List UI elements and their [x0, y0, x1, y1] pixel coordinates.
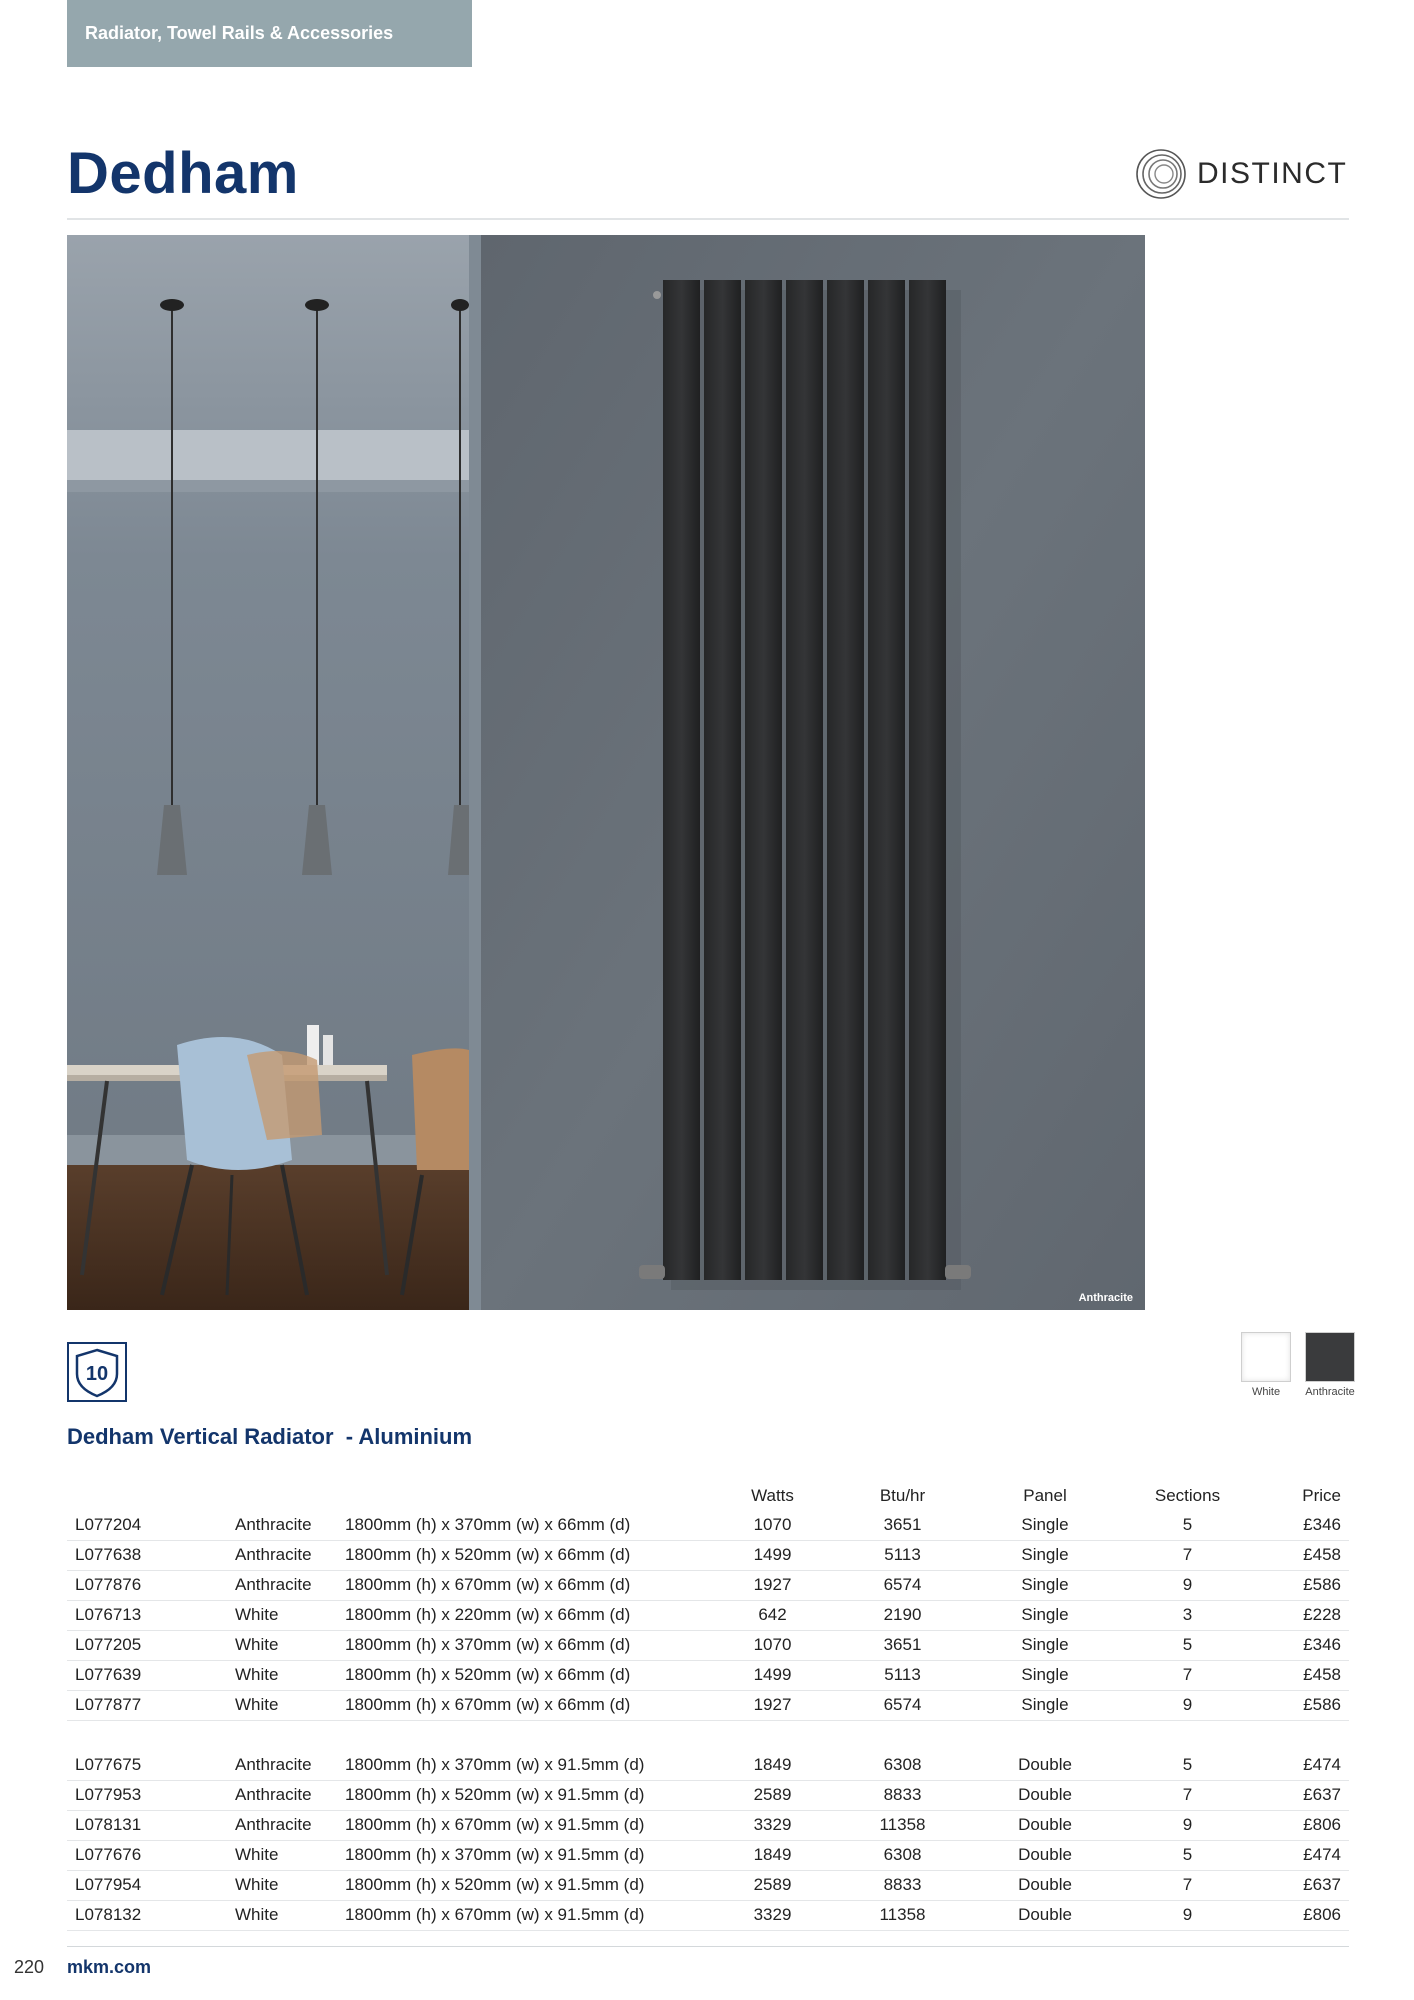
radiator-room-illustration	[67, 235, 1145, 1310]
table-row	[67, 1540, 1349, 1570]
cell-sections: 5	[1110, 1750, 1265, 1780]
cell-sections: 9	[1110, 1900, 1265, 1930]
page-title: Dedham	[67, 141, 299, 206]
cell-finish: Anthracite	[235, 1570, 345, 1600]
cell-finish: White	[235, 1840, 345, 1870]
section-tab	[67, 0, 472, 67]
cell-sections: 9	[1110, 1810, 1265, 1840]
product-photo	[67, 235, 1145, 1310]
cell-watts: 2589	[720, 1870, 825, 1900]
finish-swatches	[1230, 1332, 1358, 1398]
cell-product-code: L077675	[67, 1750, 235, 1780]
cell-sections: 5	[1110, 1630, 1265, 1660]
table-row	[67, 1870, 1349, 1900]
cell-dimensions: 1800mm (h) x 670mm (w) x 66mm (d)	[345, 1570, 720, 1600]
cell-sections: 5	[1110, 1840, 1265, 1870]
cell-product-code: L076713	[67, 1600, 235, 1630]
cell-sections: 9	[1110, 1690, 1265, 1720]
table-row	[67, 1810, 1349, 1840]
concentric-rings-logo-icon	[1135, 148, 1187, 200]
title-divider	[67, 218, 1349, 220]
col-sections: Sections	[1154, 1486, 1221, 1505]
brand-logo	[1135, 148, 1347, 200]
cell-btu: 5113	[825, 1660, 980, 1690]
cell-price: £346	[1265, 1510, 1349, 1540]
cell-finish: Anthracite	[235, 1510, 345, 1540]
cell-price: £637	[1265, 1870, 1349, 1900]
cell-sections: 7	[1110, 1660, 1265, 1690]
cell-finish: White	[235, 1900, 345, 1930]
cell-dimensions: 1800mm (h) x 520mm (w) x 91.5mm (d)	[345, 1870, 720, 1900]
cell-btu: 11358	[825, 1900, 980, 1930]
table-row	[67, 1660, 1349, 1690]
cell-watts: 1927	[720, 1690, 825, 1720]
cell-price: £346	[1265, 1630, 1349, 1660]
cell-dimensions: 1800mm (h) x 370mm (w) x 91.5mm (d)	[345, 1750, 720, 1780]
cell-finish: Anthracite	[235, 1810, 345, 1840]
cell-panel: Single	[980, 1690, 1110, 1720]
cell-finish: White	[235, 1660, 345, 1690]
cell-finish: Anthracite	[235, 1780, 345, 1810]
cell-sections: 7	[1110, 1870, 1265, 1900]
cell-dimensions: 1800mm (h) x 370mm (w) x 91.5mm (d)	[345, 1840, 720, 1870]
cell-panel: Single	[980, 1540, 1110, 1570]
col-watts: Watts	[751, 1486, 794, 1505]
shield-icon	[67, 1342, 127, 1402]
cell-sections: 7	[1110, 1780, 1265, 1810]
cell-dimensions: 1800mm (h) x 520mm (w) x 66mm (d)	[345, 1540, 720, 1570]
cell-product-code: L077676	[67, 1840, 235, 1870]
cell-price: £458	[1265, 1540, 1349, 1570]
cell-finish: White	[235, 1600, 345, 1630]
cell-price: £474	[1265, 1840, 1349, 1870]
cell-product-code: L077638	[67, 1540, 235, 1570]
site-url[interactable]: mkm.com	[67, 1957, 152, 1977]
cell-btu: 2190	[825, 1600, 980, 1630]
table-row	[67, 1780, 1349, 1810]
cell-dimensions: 1800mm (h) x 220mm (w) x 66mm (d)	[345, 1600, 720, 1630]
cell-finish: White	[235, 1690, 345, 1720]
cell-btu: 3651	[825, 1510, 980, 1540]
spec-table-body	[67, 1510, 1349, 1930]
cell-watts: 3329	[720, 1810, 825, 1840]
product-heading: Dedham Vertical Radiator - Aluminium	[67, 1424, 473, 1449]
cell-price: £637	[1265, 1780, 1349, 1810]
cell-product-code: L077877	[67, 1690, 235, 1720]
cell-watts: 1849	[720, 1840, 825, 1870]
cell-panel: Single	[980, 1660, 1110, 1690]
cell-watts: 2589	[720, 1780, 825, 1810]
cell-product-code: L078131	[67, 1810, 235, 1840]
cell-watts: 1070	[720, 1630, 825, 1660]
cell-finish: White	[235, 1870, 345, 1900]
cell-btu: 11358	[825, 1810, 980, 1840]
cell-btu: 6574	[825, 1690, 980, 1720]
cell-sections: 5	[1110, 1510, 1265, 1540]
swatch-anthracite	[1302, 1332, 1358, 1398]
cell-dimensions: 1800mm (h) x 520mm (w) x 66mm (d)	[345, 1660, 720, 1690]
cell-product-code: L077639	[67, 1660, 235, 1690]
cell-watts: 642	[720, 1600, 825, 1630]
cell-price: £474	[1265, 1750, 1349, 1780]
cell-dimensions: 1800mm (h) x 670mm (w) x 66mm (d)	[345, 1690, 720, 1720]
cell-btu: 6574	[825, 1570, 980, 1600]
swatch-anthracite-label: Anthracite	[1305, 1386, 1355, 1398]
table-row	[67, 1840, 1349, 1870]
cell-panel: Single	[980, 1510, 1110, 1540]
swatch-white	[1238, 1332, 1294, 1398]
cell-watts: 1499	[720, 1540, 825, 1570]
section-tab-label: Radiator, Towel Rails & Accessories	[85, 23, 394, 43]
cell-btu: 3651	[825, 1630, 980, 1660]
swatch-white-chip	[1241, 1332, 1291, 1382]
cell-btu: 8833	[825, 1870, 980, 1900]
cell-watts: 1499	[720, 1660, 825, 1690]
cell-price: £586	[1265, 1690, 1349, 1720]
swatch-white-label: White	[1251, 1386, 1281, 1398]
warranty-years: 10	[85, 1363, 109, 1385]
cell-dimensions: 1800mm (h) x 370mm (w) x 66mm (d)	[345, 1510, 720, 1540]
cell-panel: Single	[980, 1630, 1110, 1660]
cell-dimensions: 1800mm (h) x 670mm (w) x 91.5mm (d)	[345, 1900, 720, 1930]
cell-price: £806	[1265, 1900, 1349, 1930]
cell-btu: 8833	[825, 1780, 980, 1810]
cell-price: £228	[1265, 1600, 1349, 1630]
cell-dimensions: 1800mm (h) x 370mm (w) x 66mm (d)	[345, 1630, 720, 1660]
cell-price: £806	[1265, 1810, 1349, 1840]
table-row	[67, 1750, 1349, 1780]
cell-btu: 6308	[825, 1750, 980, 1780]
cell-panel: Double	[980, 1840, 1110, 1870]
footer-divider	[67, 1946, 1349, 1947]
table-row	[67, 1690, 1349, 1720]
cell-panel: Double	[980, 1900, 1110, 1930]
cell-finish: White	[235, 1630, 345, 1660]
table-row	[67, 1570, 1349, 1600]
cell-product-code: L077204	[67, 1510, 235, 1540]
cell-panel: Double	[980, 1870, 1110, 1900]
table-row	[67, 1900, 1349, 1930]
cell-panel: Double	[980, 1750, 1110, 1780]
cell-sections: 3	[1110, 1600, 1265, 1630]
spec-table	[67, 1478, 1349, 1931]
cell-product-code: L077953	[67, 1780, 235, 1810]
col-price: Price	[1302, 1486, 1341, 1505]
cell-panel: Double	[980, 1780, 1110, 1810]
cell-panel: Double	[980, 1810, 1110, 1840]
cell-panel: Single	[980, 1570, 1110, 1600]
brand-name: DISTINCT	[1197, 157, 1348, 190]
cell-btu: 5113	[825, 1540, 980, 1570]
cell-watts: 1927	[720, 1570, 825, 1600]
cell-watts: 3329	[720, 1900, 825, 1930]
col-btu: Btu/hr	[879, 1486, 926, 1505]
cell-dimensions: 1800mm (h) x 670mm (w) x 91.5mm (d)	[345, 1810, 720, 1840]
cell-btu: 6308	[825, 1840, 980, 1870]
cell-finish: Anthracite	[235, 1750, 345, 1780]
cell-price: £586	[1265, 1570, 1349, 1600]
cell-sections: 9	[1110, 1570, 1265, 1600]
cell-sections: 7	[1110, 1540, 1265, 1570]
table-row	[67, 1630, 1349, 1660]
finish-caption: Anthracite	[1078, 1292, 1133, 1304]
cell-dimensions: 1800mm (h) x 520mm (w) x 91.5mm (d)	[345, 1780, 720, 1810]
cell-product-code: L077954	[67, 1870, 235, 1900]
table-header-row	[67, 1478, 1349, 1510]
table-group-spacer	[67, 1720, 1349, 1750]
table-row	[67, 1510, 1349, 1540]
cell-watts: 1070	[720, 1510, 825, 1540]
cell-product-code: L078132	[67, 1900, 235, 1930]
col-panel: Panel	[1023, 1486, 1067, 1505]
cell-product-code: L077205	[67, 1630, 235, 1660]
table-row	[67, 1600, 1349, 1630]
cell-price: £458	[1265, 1660, 1349, 1690]
cell-product-code: L077876	[67, 1570, 235, 1600]
page-number: 220	[14, 1957, 45, 1977]
swatch-anthracite-chip	[1305, 1332, 1355, 1382]
cell-watts: 1849	[720, 1750, 825, 1780]
cell-panel: Single	[980, 1600, 1110, 1630]
cell-finish: Anthracite	[235, 1540, 345, 1570]
radiator	[663, 280, 946, 1280]
